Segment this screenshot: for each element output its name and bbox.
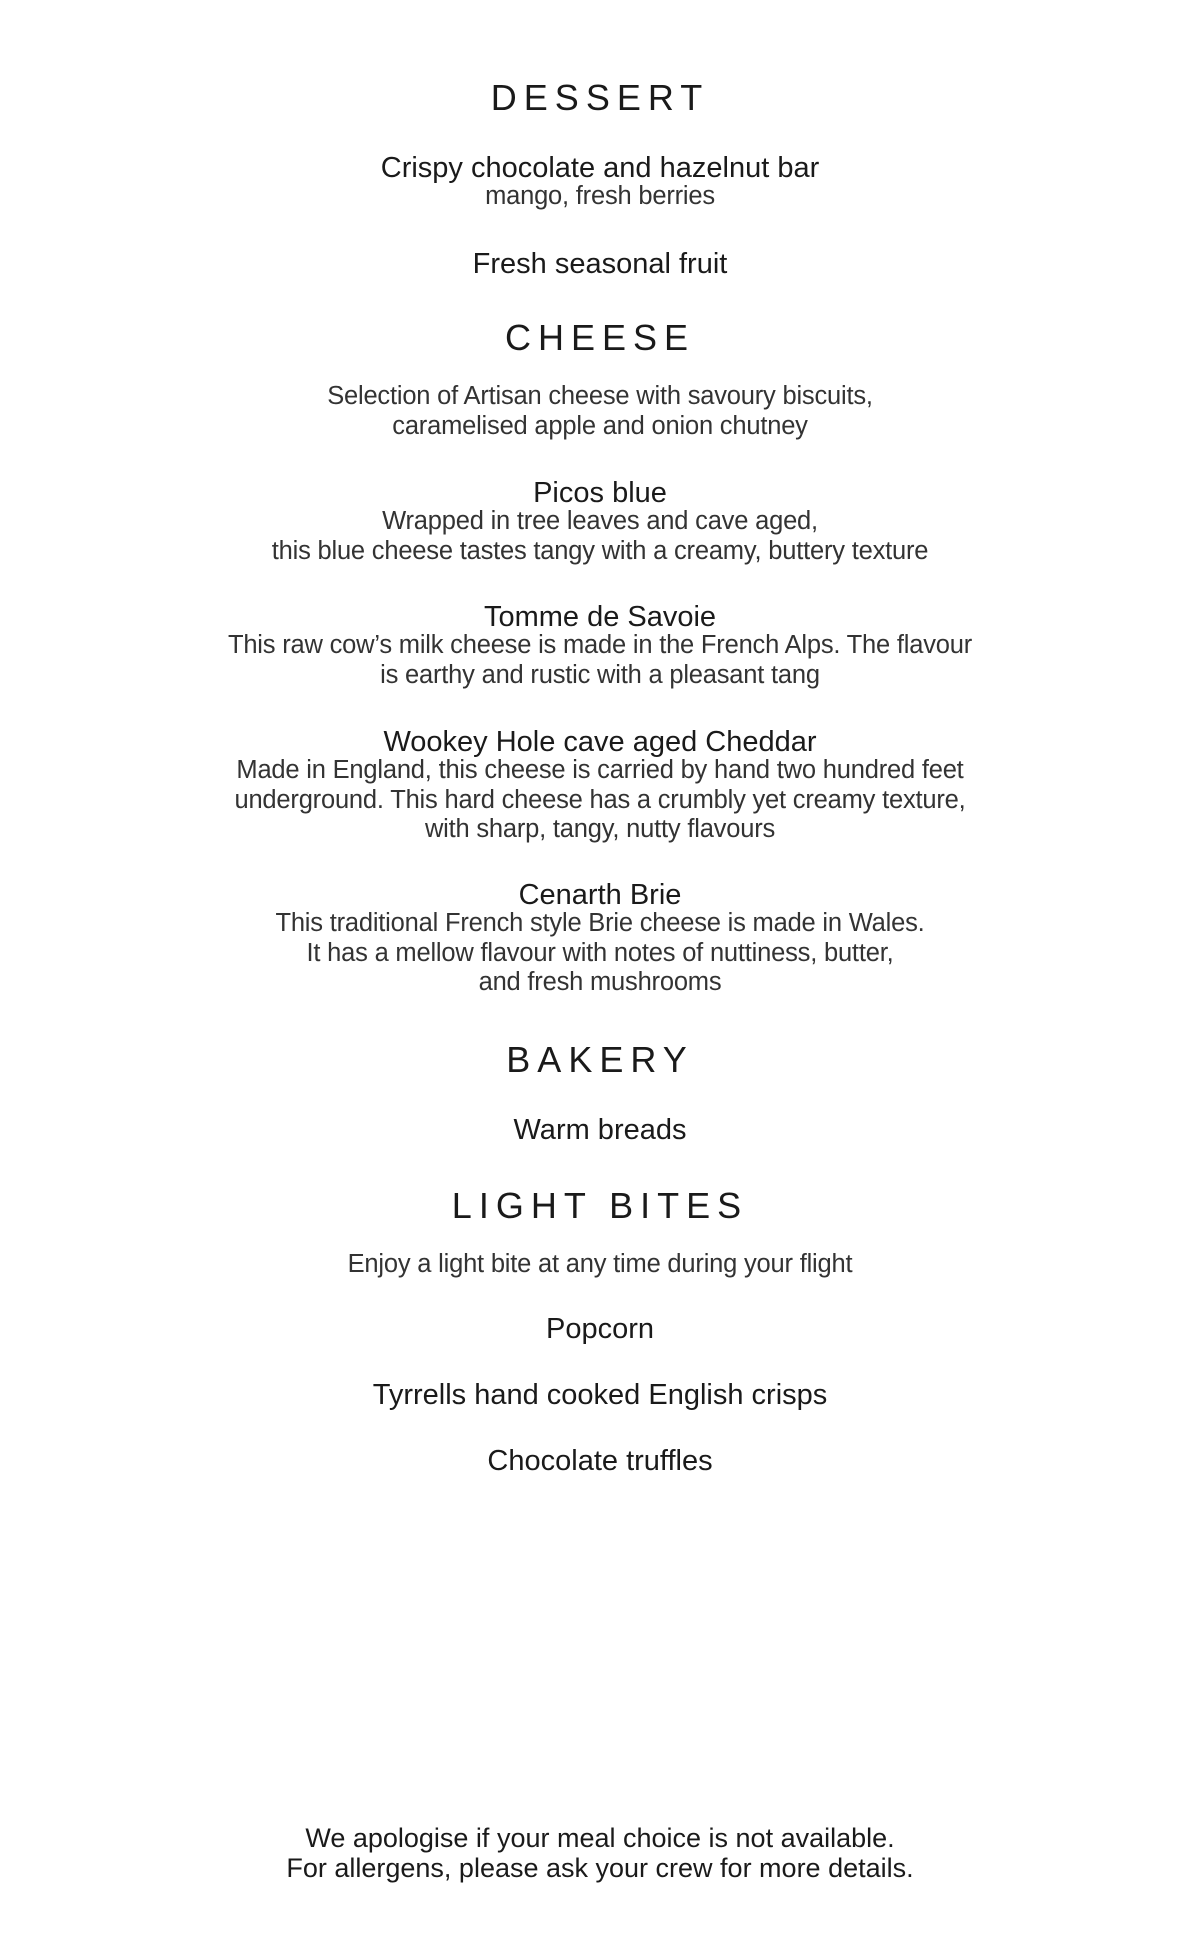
cheese-item-name: Tomme de Savoie xyxy=(483,601,717,633)
dessert-item-name: Fresh seasonal fruit xyxy=(472,248,728,280)
cheese-item-name: Cenarth Brie xyxy=(518,879,682,911)
bakery-item-name: Warm breads xyxy=(513,1114,687,1146)
description-line: is earthy and rustic with a pleasant tang xyxy=(380,660,820,689)
dessert-heading: DESSERT xyxy=(490,77,710,118)
cheese-item-description xyxy=(100,631,1100,690)
description-line: this blue cheese tastes tangy with a creamy, buttery texture xyxy=(271,536,929,565)
cheese-item-description xyxy=(100,507,1100,566)
description-line: and fresh mushrooms xyxy=(478,968,722,996)
cheese-item-description xyxy=(100,756,1100,845)
footer-line: We apologise if your meal choice is not available. xyxy=(305,1823,895,1853)
bakery-heading: BAKERY xyxy=(506,1039,694,1080)
dessert-item-name: Crispy chocolate and hazelnut bar xyxy=(380,152,820,184)
cheese-item-name: Wookey Hole cave aged Cheddar xyxy=(383,726,817,758)
description-line: This traditional French style Brie cheese is made in Wales. xyxy=(275,909,925,937)
description-line: Made in England, this cheese is carried by hand two hundred feet xyxy=(236,756,964,784)
light-bites-heading: LIGHT BITES xyxy=(451,1185,749,1226)
description-line: with sharp, tangy, nutty flavours xyxy=(424,815,776,843)
cheese-item-description xyxy=(100,909,1100,998)
cheese-intro-line: Selection of Artisan cheese with savoury biscuits, xyxy=(327,382,873,410)
cheese-heading: CHEESE xyxy=(504,317,696,358)
light-bites-item-name: Tyrrells hand cooked English crisps xyxy=(372,1379,828,1411)
description-line: This raw cow’s milk cheese is made in the French Alps. The flavour xyxy=(227,631,973,659)
description-line: underground. This hard cheese has a crumbly yet creamy texture, xyxy=(234,785,966,814)
light-bites-item-name: Chocolate truffles xyxy=(487,1445,713,1477)
footer-line: For allergens, please ask your crew for more details. xyxy=(286,1853,914,1883)
cheese-item-name: Picos blue xyxy=(533,477,667,509)
footer-note xyxy=(100,1823,1100,1883)
light-bites-intro: Enjoy a light bite at any time during your flight xyxy=(347,1250,853,1278)
light-bites-item-name: Popcorn xyxy=(545,1313,654,1345)
cheese-intro xyxy=(100,382,1100,441)
description-line: Wrapped in tree leaves and cave aged, xyxy=(382,507,818,535)
cheese-intro-line: caramelised apple and onion chutney xyxy=(392,411,808,440)
description-line: It has a mellow flavour with notes of nuttiness, butter, xyxy=(306,938,894,967)
dessert-item-description: mango, fresh berries xyxy=(485,182,715,210)
